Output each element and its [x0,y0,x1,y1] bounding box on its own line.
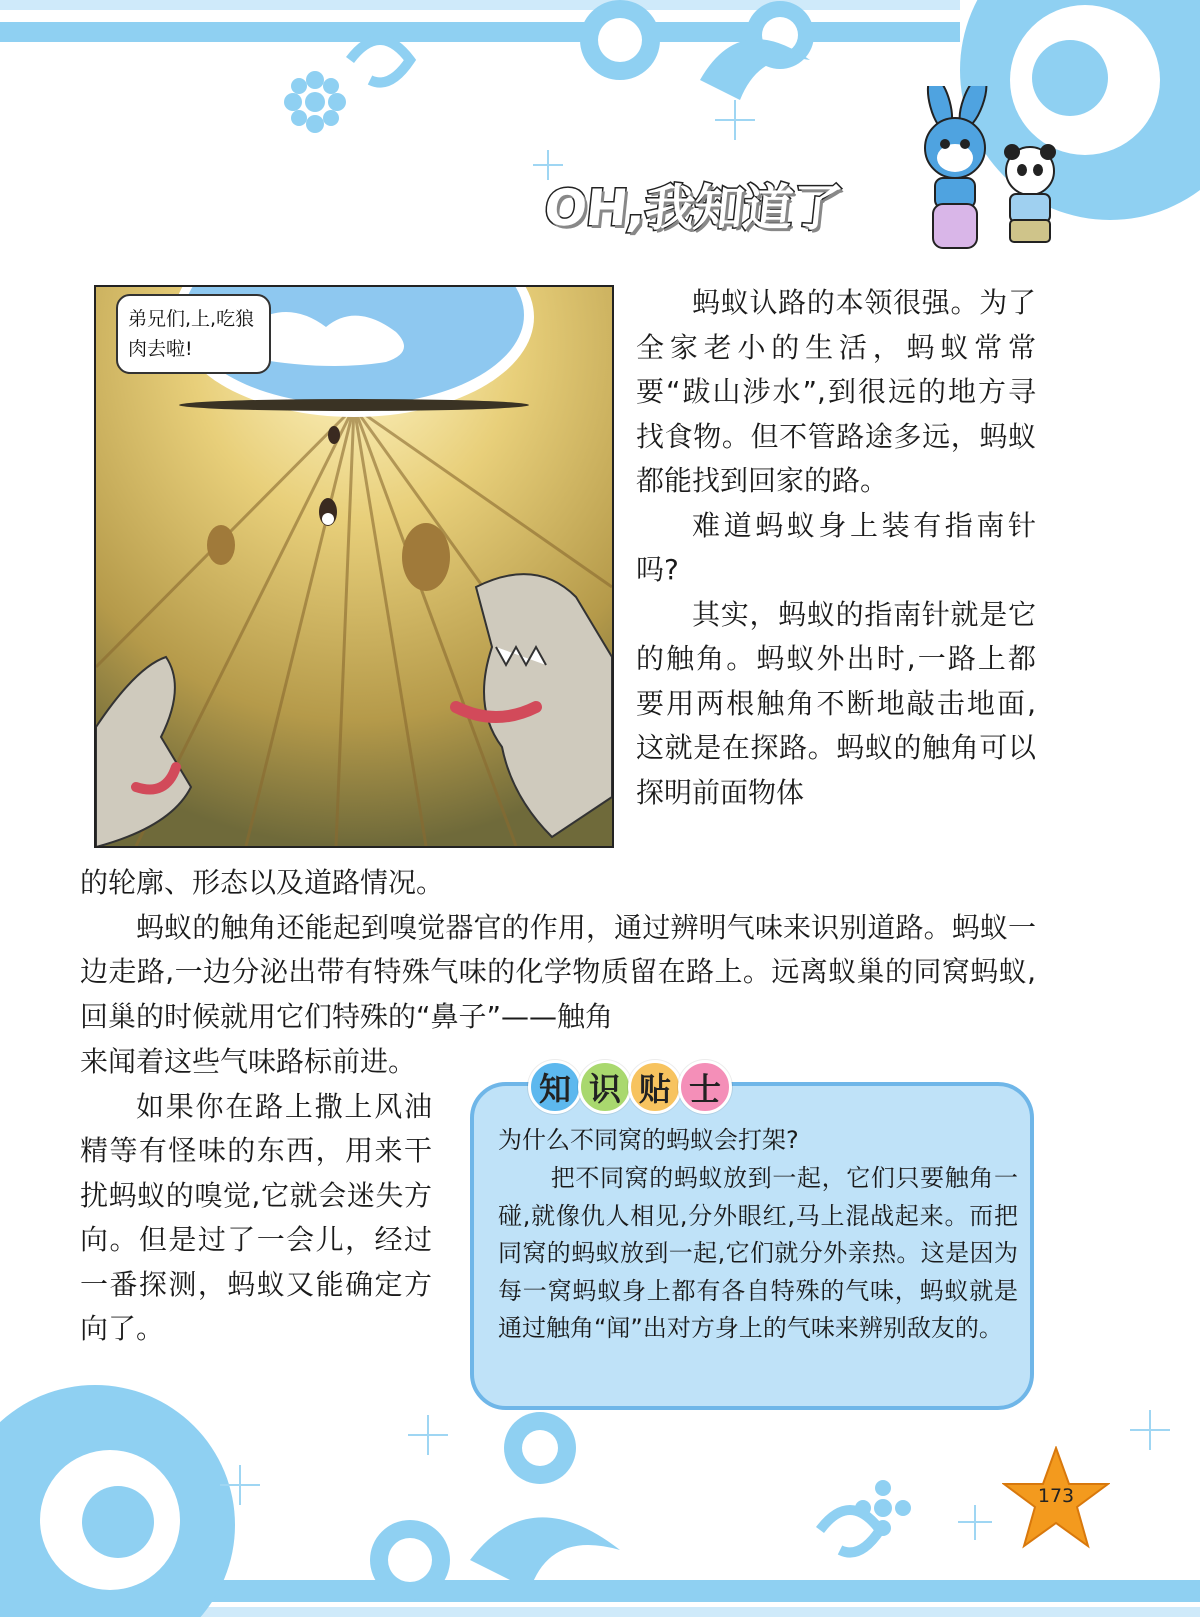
page-number: 173 [1037,1485,1075,1507]
tips-question: 为什么不同窝的蚂蚁会打架? [498,1126,799,1154]
tips-title-char: 知 [528,1060,582,1114]
paragraph-3-end: 的轮廓、形态以及道路情况。 [80,866,445,899]
flower-icon [284,71,346,133]
paragraph-3-start: 其实，蚂蚁的指南针就是它的触角。蚂蚁外出时,一路上都要用两根触角不断地敲击地面,这就是在探路。蚂蚁的触角可以探明前面物体 [636,597,1036,809]
tips-answer: 把不同窝的蚂蚁放到一起，它们只要触角一碰,就像仇人相见,分外眼红,马上混战起来。而把同窝的蚂蚁放到一起,它们就分外亲热。这是因为每一窝蚂蚁身上都有各自特殊的气味，蚂蚁就是通过触角“闻”出对方身上的气味来辨别敌友的。 [498,1164,1018,1342]
article-column-left [80,1040,432,1352]
paragraph-5: 如果你在路上撒上风油精等有怪味的东西，用来干扰蚂蚁的嗅觉,它就会迷失方向。但是过了一会儿，经过一番探测，蚂蚁又能确定方向了。 [80,1089,432,1345]
paragraph-1: 蚂蚁认路的本领很强。为了全家老小的生活，蚂蚁常常要“跋山涉水”,到很远的地方寻找食物。但不管路途多远，蚂蚁都能找到回家的路。 [636,286,1036,497]
tips-title-char: 识 [578,1060,632,1114]
tips-title-char: 士 [678,1060,732,1114]
tips-title [528,1060,728,1112]
paragraph-4-end: 来闻着这些气味路标前进。 [80,1045,417,1078]
tips-title-char: 贴 [628,1060,682,1114]
paragraph-2: 难道蚂蚁身上装有指南针吗? [636,508,1036,586]
header-title: OH,我知道了 [541,179,844,237]
mascot-illustration [895,86,1075,258]
speech-bubble: 弟兄们,上,吃狼肉去啦! [116,294,271,374]
paragraph-4-start: 蚂蚁的触角还能起到嗅觉器官的作用，通过辨明气味来识别道路。蚂蚁一边走路,一边分泌出带有特殊气味的化学物质留在路上。远离蚁巢的同窝蚂蚁,回巢的时候就用它们特殊的“鼻子”——触角 [80,910,1036,1033]
article-full-width [80,861,1036,1039]
article-column-right [636,281,1036,815]
